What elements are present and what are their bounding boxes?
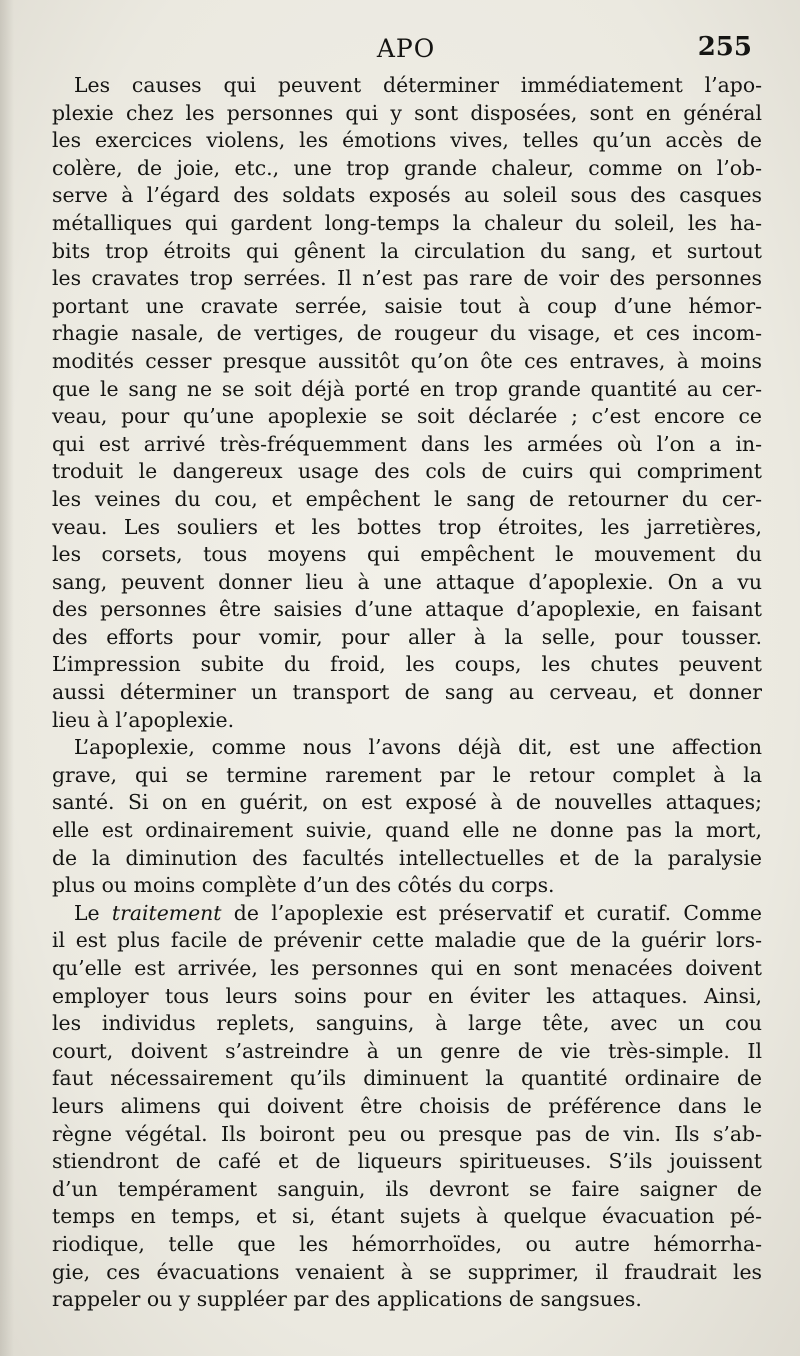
- text-line: plus ou moins complète d’un des côtés du corps.: [52, 873, 555, 898]
- text-line: les exercices violens, les émotions vives, telles qu’un accès de: [52, 128, 762, 153]
- text-line: rappeler ou y suppléer par des applications de sangsues.: [52, 1287, 642, 1312]
- text-line: d’un tempérament sanguin, ils devront se faire saigner de: [52, 1176, 762, 1201]
- text-line: colère, de joie, etc., une trop grande chaleur, comme on l’ob-: [52, 155, 762, 180]
- text-line: qui est arrivé très-fréquemment dans les armées où l’on a in-: [52, 431, 762, 456]
- text-line: veau, pour qu’une apoplexie se soit déclarée ; c’est encore ce: [52, 404, 762, 429]
- text-line: sang, peuvent donner lieu à une attaque d’apoplexie. On a vu: [52, 569, 762, 594]
- text-line: faut nécessairement qu’ils diminuent la quantité ordinaire de: [52, 1066, 762, 1091]
- text-line: veau. Les souliers et les bottes trop étroites, les jarretières,: [52, 514, 762, 539]
- text-line: gie, ces évacuations venaient à se supprimer, il fraudrait les: [52, 1259, 762, 1284]
- text-line: employer tous leurs soins pour en éviter les attaques. Ainsi,: [52, 983, 762, 1008]
- text-line: elle est ordinairement suivie, quand elle ne donne pas la mort,: [52, 818, 762, 843]
- text-line: bits trop étroits qui gênent la circulation du sang, et surtout: [52, 238, 762, 263]
- text-line: grave, qui se termine rarement par le retour complet à la: [52, 762, 762, 787]
- text-line: les cravates trop serrées. Il n’est pas rare de voir des personnes: [52, 266, 762, 291]
- text-run: de l’apoplexie est préservatif et curatif. Comme: [221, 900, 762, 925]
- text-line: temps en temps, et si, étant sujets à quelque évacuation pé-: [52, 1204, 762, 1229]
- text-line: portant une cravate serrée, saisie tout à coup d’une hémor-: [52, 293, 762, 318]
- text-line: Les causes qui peuvent déterminer immédiatement l’apo-: [74, 73, 762, 97]
- text-line: leurs alimens qui doivent être choisis de préférence dans le: [52, 1093, 762, 1118]
- paragraph: [52, 734, 762, 900]
- text-line: les individus replets, sanguins, à large tête, avec un cou: [52, 1011, 762, 1036]
- text-run: Le: [74, 900, 112, 925]
- text-line: plexie chez les personnes qui y sont disposées, sont en général: [52, 100, 762, 125]
- running-head: APO: [376, 34, 436, 63]
- page-number: 255: [697, 32, 752, 62]
- text-line: il est plus facile de prévenir cette maladie que de la guérir lors-: [52, 928, 762, 953]
- text-line: métalliques qui gardent long-temps la chaleur du soleil, les ha-: [52, 210, 762, 235]
- page-header: [60, 30, 752, 70]
- text-line: des personnes être saisies d’une attaque d’apoplexie, en faisant: [52, 597, 762, 622]
- text-line: serve à l’égard des soldats exposés au soleil sous des casques: [52, 183, 762, 208]
- text-line: de la diminution des facultés intellectuelles et de la paralysie: [52, 845, 762, 870]
- page-binding-shadow: [0, 0, 14, 1356]
- text-line: qu’elle est arrivée, les personnes qui en sont menacées doivent: [52, 956, 762, 980]
- text-line: les veines du cou, et empêchent le sang de retourner du cer-: [52, 486, 762, 511]
- text-line: court, doivent s’astreindre à un genre de vie très-simple. Il: [52, 1038, 762, 1063]
- text-line: aussi déterminer un transport de sang au cerveau, et donner: [52, 680, 762, 705]
- text-line: des efforts pour vomir, pour aller à la selle, pour tousser.: [52, 624, 762, 649]
- body-text: [52, 72, 762, 1314]
- text-line: modités cesser presque aussitôt qu’on ôte ces entraves, à moins: [52, 348, 762, 373]
- text-line: L’apoplexie, comme nous l’avons déjà dit, est une affection: [74, 735, 762, 760]
- text-line: santé. Si on en guérit, on est exposé à de nouvelles attaques;: [52, 790, 762, 815]
- text-line: [52, 900, 762, 928]
- text-line: les corsets, tous moyens qui empêchent le mouvement du: [52, 542, 762, 567]
- text-line: lieu à l’apoplexie.: [52, 707, 235, 732]
- text-line: L’impression subite du froid, les coups, les chutes peuvent: [52, 652, 762, 677]
- paragraph: [52, 900, 762, 1314]
- text-line: riodique, telle que les hémorrhoïdes, ou autre hémorrha-: [52, 1231, 762, 1256]
- text-line: que le sang ne se soit déjà porté en trop grande quantité au cer-: [52, 376, 762, 401]
- text-line: stiendront de café et de liqueurs spiritueuses. S’ils jouissent: [52, 1149, 762, 1174]
- emphasis-term: traitement: [111, 900, 222, 925]
- text-line: rhagie nasale, de vertiges, de rougeur du visage, et ces incom-: [52, 321, 762, 346]
- text-line: troduit le dangereux usage des cols de cuirs qui compriment: [52, 459, 762, 484]
- paragraph: [52, 72, 762, 734]
- text-line: règne végétal. Ils boiront peu ou presque pas de vin. Ils s’ab-: [52, 1121, 762, 1146]
